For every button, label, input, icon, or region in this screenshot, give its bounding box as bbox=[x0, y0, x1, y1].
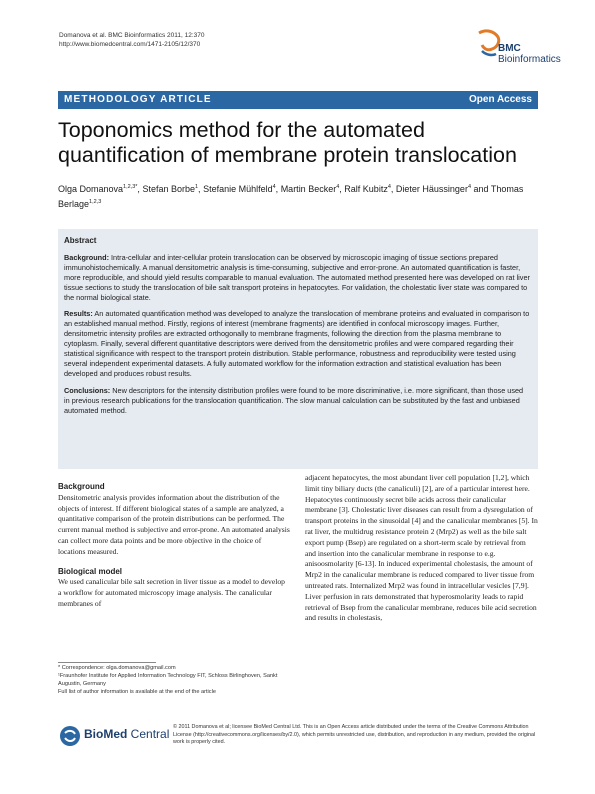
license-text: © 2011 Domanova et al; licensee BioMed Central Ltd. This is an Open Access article distributed under the terms of the Creative Commons Attribution License (http://creativecommons.org/licenses/by/2.0), which permits unrestricted use, distribution, and reproduction in any medium, provided the original work is properly cited. bbox=[173, 724, 536, 745]
background-paragraph: Densitometric analysis provides information about the distribution of the objects of interest. If different biological states of a sample are analyzed, a quantitative comparison of the protein distributions can be performed. The current manual method is subjective and error-prone. An automated analysis can collect more data points and be more objective in the choice of locations measured. bbox=[58, 492, 290, 556]
author-affiliation: 1 bbox=[194, 184, 199, 190]
author-name: Thomas Berlage bbox=[58, 184, 524, 209]
author-info-note: Full list of author information is available at the end of the article bbox=[58, 689, 216, 695]
abstract-background bbox=[64, 253, 530, 303]
author-name: Ralf Kubitz bbox=[344, 184, 388, 194]
author-separator: , bbox=[137, 184, 143, 194]
author-name: Stefanie Mühlfeld bbox=[203, 184, 273, 194]
article-url[interactable]: http://www.biomedcentral.com/1471-2105/12/370 bbox=[59, 41, 201, 48]
author-affiliation: 4 bbox=[336, 184, 340, 190]
footnote-rule bbox=[58, 662, 156, 663]
journal-logo bbox=[476, 27, 561, 77]
journal-line-1: BMC bbox=[498, 43, 521, 54]
abstract-conclusions bbox=[64, 386, 530, 416]
article-type-band bbox=[58, 91, 538, 109]
model-heading: Biological model bbox=[58, 566, 123, 576]
author-separator: , bbox=[339, 184, 345, 194]
author-affiliation: 4 bbox=[272, 184, 276, 190]
author-affiliation: 1,2,3 bbox=[89, 199, 102, 205]
publisher-name bbox=[84, 727, 169, 741]
author-name: Olga Domanova bbox=[58, 184, 124, 194]
abstract-conclusions-label: Conclusions: bbox=[64, 385, 111, 395]
article-title: Toponomics method for the automated quantification of membrane protein translocation bbox=[58, 118, 517, 167]
author-affiliation: 4 bbox=[467, 184, 471, 190]
open-access-badge: Open Access bbox=[469, 94, 532, 105]
author-affiliation: 1,2,3* bbox=[123, 184, 138, 190]
author-separator: , bbox=[275, 184, 281, 194]
author-list bbox=[58, 181, 538, 211]
author-name: Dieter Häussinger bbox=[395, 184, 468, 194]
body-column-right bbox=[305, 473, 538, 633]
author-name: Stefan Borbe bbox=[142, 184, 195, 194]
publisher-name-bold: BioMed bbox=[84, 727, 128, 741]
author-separator: , bbox=[198, 184, 204, 194]
journal-line-2: Bioinformatics bbox=[498, 54, 561, 65]
abstract-box bbox=[58, 229, 538, 469]
publisher-name-normal: Central bbox=[127, 727, 170, 741]
correspondence-note: * Correspondence: olga.domanova@gmail.com bbox=[58, 665, 176, 671]
footnotes bbox=[58, 664, 290, 696]
author-name: Martin Becker bbox=[280, 184, 337, 194]
citation-line: Domanova et al. BMC Bioinformatics 2011, 12:370 bbox=[59, 32, 205, 39]
background-heading: Background bbox=[58, 482, 105, 491]
author-affiliation: 4 bbox=[387, 184, 391, 190]
body-column-left bbox=[58, 482, 290, 619]
abstract-heading: Abstract bbox=[64, 236, 97, 245]
abstract-results-label: Results: bbox=[64, 309, 93, 319]
abstract-conclusions-text: New descriptors for the intensity distribution profiles were found to be more discriminative, i.e. more significant, than those used in previous research publications for the translocation quantification. The slow manual calculation can be substituted by the fast and unbiased automated method. bbox=[64, 385, 524, 415]
citation-header bbox=[59, 31, 204, 49]
author-separator: , bbox=[390, 184, 396, 194]
abstract-results-text: An automated quantification method was developed to analyze the translocation of membrane proteins and evaluated in comparison to an established manual method. Firstly, regions of interest (membrane fragments) are identified in confocal microscopy images. Further, densitometric intensity profiles are extracted orthogonally to membrane fragments, following the direction from the plasma membrane to cytoplasm. Finally, several different quantitative descriptors were derived from the densitometric profiles and were compared regarding their statistical significance with respect to the transport protein distribution. Stable performance, robustness and reproducibility were tested using several independent experimental datasets. A fully automated workflow for the information extraction and statistical evaluation has been developed and produces robust results. bbox=[64, 309, 530, 378]
model-paragraph: We used canalicular bile salt secretion in liver tissue as a model to develop a workflow for automated microscopy image analysis. The canalicular membranes of bbox=[58, 577, 285, 608]
biomed-central-logo bbox=[58, 722, 178, 750]
right-column-paragraph: adjacent hepatocytes, the most abundant liver cell population [1,2], which limit tiny biliary ducts (the canaliculi) [2], are of a particular interest here. Hepatocytes continuously secret bile acids across their canalicular membrane [3]. Cholestatic liver diseases can result from a dysregulation of transport proteins in the sinusoidal [4] and the canalicular membranes [5]. In rat liver, the multidrug resistance protein 2 (Mrp2) as well as the bile salt export pump (Bsep) are regulated on a short-term scale by retrieval from and insertion into the canalicular membrane in response to e.g. anisoosmolarity [6-13]. In induced experimental cholestasis, the amount of Mrp2 in the canalicular membrane is reduced compared to liver tissue from untreated rats. Internalized Mrp2 was found in intracellular vesicles [7,9]. Liver perfusion in rats demonstrated that hyperosmolarity leads to rapid retrieval of Bsep from the canalicular membrane, reduces bile acid secretion and results in cholestasis, bbox=[305, 473, 538, 623]
abstract-background-label: Background: bbox=[64, 252, 109, 262]
abstract-background-text: Intra-cellular and inter-cellular protein translocation can be observed by microscopic imaging of tissue sections prepared immunohistochemically. A manual densitometric analysis is time-consuming, subjective and error-prone. An automated quantification is faster, more reproducible, and should yield results comparable to manual evaluation. The automated method presented here was developed on rat liver tissue sections to study the translocation of bile salt transport proteins in hepatocytes. For validation, the cholestatic liver state was compared to the normal biological state. bbox=[64, 252, 530, 302]
affiliation-note: ¹Fraunhofer Institute for Applied Information Technology FIT, Schloss Birlinghoven, Sankt Augustin, Germany bbox=[58, 673, 278, 687]
abstract-results bbox=[64, 309, 530, 378]
biomed-central-icon bbox=[58, 724, 82, 748]
article-type: METHODOLOGY ARTICLE bbox=[64, 94, 212, 105]
journal-name bbox=[498, 43, 561, 65]
author-separator: and bbox=[471, 184, 491, 194]
